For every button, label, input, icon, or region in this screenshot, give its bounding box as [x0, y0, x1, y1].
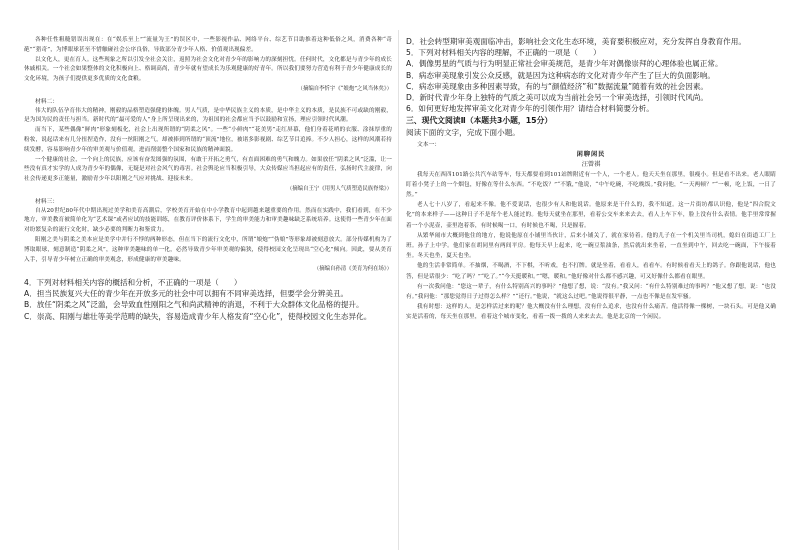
source-citation: （摘编自孙清《美育为何在场》） — [313, 266, 392, 273]
reading-instruction: 阅读下面的文字，完成下面小题。 — [406, 128, 520, 138]
material-paragraph: 阳刚之美与阴柔之美本应是美学中并行不悖的两种形态，但在当下的流行文化中，所谓“娘炮”“伪娘”等形象却被刻意放大。部分传媒机构为了博取眼球，刻意制造“阴柔之风”，这种审美趣味的单一化，必然导致青少年审美观的偏狭，使得校园文化呈现出“空心化”倾向。因此，要从美育入手，引导青少年树立正确的审美观念，形成健康的审美趣味。 — [24, 236, 392, 263]
question-option: A．偶像男星的气质与行为明显正常社会审美规范，是青少年对偶像崇拜的心理体验也属正常。 — [406, 59, 723, 69]
source-citation: （摘编自王宁《用男人气质塑造民族脊梁》） — [286, 185, 392, 192]
story-paragraph: 有一次我问他：“您这一辈子，有什么特别高兴的事吗？”他想了想，说：“没有。”我又问：“有什么特别难过的事吗？”他又想了想，说：“也没有。”我问他：“那您觉得日子过得怎么样？”“还行。”他说，“就这么过吧。”他说得很平静，一点也不像是在发牢骚。 — [406, 283, 776, 301]
question-option: B．放任“阴柔之风”泛滥，会导致血性刚阳之气和尚武精神的消退，不利于大众群体文化品格的提升。 — [24, 300, 364, 310]
material-paragraph: 一个健康的社会，一个向上的民族，应该有奋发图强的氛围，有敢于开拓之勇气，有直面困难的勇气和魄力。如果放任“阴柔之风”泛滥，让一些没有真才实学的人成为青少年的偶像，无疑是对社会风气的毒害。社会舆论应当积极引导，大众传媒应当担起应有的责任，弘扬时代主旋律，向社会传递更多正能量，激励青少年以阳刚之气应对挑战、迎接未来。 — [24, 156, 392, 183]
question-stem: 5．下列对材料相关内容的理解，不正确的一项是（ ） — [406, 48, 601, 58]
source-citation: （摘编自李忻宇《“娘炮”之风当休矣》） — [297, 85, 392, 92]
question-stem: 4．下列对材料相关内容的概括和分析，不正确的一项是（ ） — [24, 277, 242, 287]
question-option: C．崇高、阳刚与雄壮等美学范畴的缺失，容易造成青少年人格发育“空心化”，使得校园文化生态异化。 — [24, 311, 372, 321]
material-paragraph: 而当下，某些偶像“鲜肉”形象刻板化，社会上出现所谓的“阴柔之风”。一些“小鲜肉”“花美男”走红屏幕，他们身着花哨的衣服、涂抹厚重的粉妆，说起话来有几分扭捏造作，没有一丝阳刚之气，却被捧到所谓的“顶流”地位，被诸多影视剧、综艺节目追捧。不少人担心，这样的风潮若持续发酵，容易影响青少年的审美观与价值观，进而削弱整个国家和民族的精神面貌。 — [24, 127, 392, 153]
story-paragraph: 从繁华闹市大概到他住的地方，他说他原在小铺里当伙计，后来小铺关了，就在家待着。他的儿子在一个机关里当司机，媳妇在街道工厂上班。孙子上中学。他们家在胡同里有两间平房。他每天早上起来，吃一碗豆浆油条，然后就出来坐着，一直坐到中午，回去吃一碗面，下午接着坐。冬天也坐，夏天也坐。 — [406, 232, 776, 260]
story-paragraph: 老人七十八岁了，看起来不像。他不爱说话，也很少有人和他说话。他原来是干什么的，我不知道。这一片街坊都认识他，他是“四合院文化”的本来样子——这种日子不是每个老人能过的。他每天就坐在那里，看着公交车来来去去，看人上车下车，脸上没有什么表情。他手里常常握着一个小泥壶，壶里泡着茶，有时候喝一口，有时候也不喝，只是握着。 — [406, 202, 776, 229]
material-paragraph: 自从20世纪80年代中期出现过美学和美育高潮后，学校美育开始在中小学教育中起到越来越重要的作用。然而在实践中，我们看到，在不少地方，审美教育被简单化为“艺术课”或者应试的技能训练，在教育评价体系下，学生的审美能力和审美趣味缺乏系统培养。这使得一些青少年在面对纷繁复杂的流行文化时，缺少必要的判断力和鉴赏力。 — [24, 207, 392, 234]
story-paragraph: 我有时想：这样的人，是怎样活过来的呢？他大概没有什么理想，没有什么追求，也没有什么痛苦。他活得像一棵树，一块石头。可是他又确实是活着的，每天坐在那里，看着这个城市变化，看着一拨一拨的人来来去去。他是北京的一个闲民。 — [406, 304, 776, 321]
question-option: D．新时代青少年身上独特的气质之美可以成为当前社会另一个审美选择，引领时代风尚。 — [406, 93, 708, 103]
right-column — [406, 36, 776, 323]
intro-paragraph: 各种任性粗糙错误出现在：在“娱乐至上”“流量为王”的误区中，一些影视作品、网络平台、综艺节目助推着这种低俗之风，消费各种“奇葩”“猎奇”，为博眼球甚至不惜触碰社会公序良俗，导致部分青少年人格、价值观出现偏差。 — [24, 37, 392, 53]
column-divider — [398, 30, 399, 550]
question-option: D．社会转型期审美观面临冲击，影响社会文化生态环境，美育要积极应对，充分发挥自身教育作用。 — [406, 37, 746, 46]
left-column — [24, 36, 392, 322]
question-option: A．担当民族复兴大任的青少年在开放多元的社会中可以拥有不同审美选择，但要学会分辨美丑。 — [24, 289, 349, 299]
material-paragraph: 伟大的队伍孕育伟大的精神，刚毅的品格塑造强健的体魄。男人气质，是中华民族主义的本质，是中华主义的本质，是民族不可或缺的刚毅，是为国为民的责任与担当。新时代的“最可爱的人”身上所呈现出来的，为祖国的社会都应当予以鼓励和宣扬，理应引领时代风潮。 — [24, 107, 392, 124]
section-heading: 三、现代文阅读Ⅱ（本题共3小题，15分） — [406, 116, 553, 126]
question-option: C．病态审美现象由多种因素导致，有的与“颜值经济”和“数据流量”随着有效的社会因素。 — [406, 81, 709, 91]
story-author: 汪曾祺 — [581, 160, 601, 168]
material-label: 材料三： — [35, 198, 59, 205]
story-paragraph: 我每天在西四101路公共汽车站等车，每天都要看到101站牌附近有一个人，一个老人。他天天坐在那里，很瘦小。但是看不出来。老人眼睛盯着小凳子上的一个烟包，好像在等什么东西。“不吃饭？”“不饿，”他说，“中午吃碗，不吃晚饭。”我问他，“一天两顿？”“一顿，吃上饭，一日了然。” — [406, 171, 776, 199]
intro-paragraph: 以文化人，更在育人。这些现象之所以引发全社会关注，返照为社会文化对青少年的影响力的深刻担忧。任何时代，文化都是与青少年的成长休戚相关。一个社会如果整体的文化积极向上、格调高尚，青少年就有望成长为乐观健康的好青年。所以我们要努力营造有利于青少年健康成长的文化环境，为孩子们提供更多优质的文化食粮。 — [24, 56, 392, 83]
story-paragraph: 他的生活非常简单。不抽烟，不喝酒，不下棋，不听戏，也不打牌。就是坐着，看看人，看看车。有时候看看天上的鸽子。你跟他说话，他也答，但是话很少：“吃了吗？”“吃了。”“今天挺暖和。”“嗯，暖和。”他好像对什么都不感兴趣，可又好像什么都看在眼里。 — [406, 263, 776, 280]
material-label: 材料二： — [35, 98, 59, 105]
question-option: B．病态审美现象引发公众反感，就是因为这种病态的文化对青少年产生了巨大的负面影响。 — [406, 70, 715, 80]
text-label: 文本一： — [417, 141, 441, 148]
story-title: 闲聊闲民 — [576, 150, 606, 158]
question-stem: 6．如何更好地发挥审美文化对青少年的引领作用？请结合材料简要分析。 — [406, 104, 654, 114]
